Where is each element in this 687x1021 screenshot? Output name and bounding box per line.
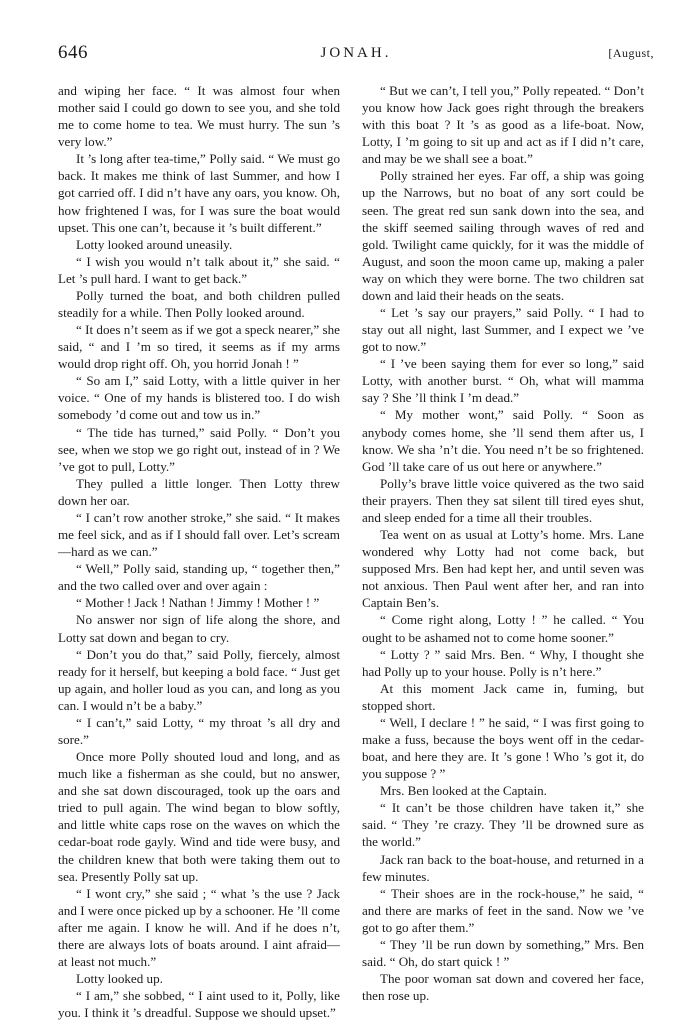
paragraph: It ’s long after tea-time,” Polly said. “ We must go back. It makes me think of last Summer, and how I got carried off. I did n’t have any oars, you know. Oh, how frightened I was, for I was sure the boat would upset. This one can’t, because it ’s built different.” xyxy=(58,151,340,235)
paragraph: Once more Polly shouted loud and long, and as much like a fisherman as she could, but no answer, and she sat down discouraged, took up the oars and tried to pull again. The wind began to blow softly, and little white caps rose on the waves on which the cedar-boat rode gayly. Wind and tide were busy, and the children knew that both were taking them out to sea. Presently Polly sat up. xyxy=(58,749,340,884)
paragraph: “ The tide has turned,” said Polly. “ Don’t you see, when we stop we go right out, instead of in ? We ’ve got to pull, Lotty.” xyxy=(58,424,340,474)
paragraph: “ Well,” Polly said, standing up, “ together then,” and the two called over and over again : xyxy=(58,561,340,594)
paragraph: “ But we can’t, I tell you,” Polly repeated. “ Don’t you know how Jack goes right through the breakers with this boat ? It ’s as good as a life-boat. Now, Lotty, I ’m going to sit up and act as if I did n’t care, and may be we shall see a boat.” xyxy=(362,83,644,167)
paragraph: “ I ’ve been saying them for ever so long,” said Lotty, with another burst. “ Oh, what will mamma say ? She ’ll think I ’m dead.” xyxy=(362,356,644,406)
paragraph: Polly turned the boat, and both children pulled steadily for a while. Then Polly looked around. xyxy=(58,287,340,321)
paragraph: “ I can’t row another stroke,” she said. “ It makes me feel sick, and as if I should fall over. Let’s scream—hard as we can.” xyxy=(58,509,340,560)
running-header xyxy=(58,42,654,66)
paragraph: “ It can’t be those children have taken it,” she said. “ They ’re crazy. They ’ll be drowned sure as the world.” xyxy=(362,800,644,850)
paragraph: Polly strained her eyes. Far off, a ship was going up the Narrows, but no boat of any sort could be seen. The great red sun sank down into the sea, and the skiff seemed sailing through waves of red and gold. Twilight came quickly, for it was the middle of August, and soon the moon came up, making a paler way on which they were borne. The two children sat down and laid their heads on the seats. xyxy=(362,168,644,303)
running-title: JONAH. xyxy=(320,45,392,61)
paragraph: “ My mother wont,” said Polly. “ Soon as anybody comes home, she ’ll send them after us, I know. We sha ’n’t die. You need n’t be so frightened. God ’ll take care of us out here or anywhere.” xyxy=(362,407,644,474)
paragraph: “ I wish you would n’t talk about it,” she said. “ Let ’s pull hard. I want to get back.” xyxy=(58,253,340,286)
paragraph: Mrs. Ben looked at the Captain. xyxy=(380,783,547,799)
paragraph: “ Don’t you do that,” said Polly, fiercely, almost ready for it herself, but keeping a bold face. “ Just get up again, and holler loud as you can, and long as you can. I would n’t be a baby.” xyxy=(58,646,340,713)
paragraph: Lotty looked around uneasily. xyxy=(76,236,233,252)
right-column xyxy=(362,82,644,1004)
page-number: 646 xyxy=(58,42,88,63)
paragraph: “ Come right along, Lotty ! ” he called. “ You ought to be ashamed not to come home sooner.” xyxy=(362,612,644,645)
paragraph: Lotty looked up. xyxy=(76,971,163,987)
paragraph: “ Their shoes are in the rock-house,” he said, “ and there are marks of feet in the sand. Now we ’ve got to go after them.” xyxy=(362,885,644,935)
paragraph: “ I wont cry,” she said ; “ what ’s the use ? Jack and I were once picked up by a schooner. He ’ll come after me again. I know he will. And if he does n’t, there are always lots of boats around. I aint afraid—at least not much.” xyxy=(58,885,340,969)
paragraph: No answer nor sign of life along the shore, and Lotty sat down and began to cry. xyxy=(58,612,340,645)
paragraph: “ Mother ! Jack ! Nathan ! Jimmy ! Mother ! ” xyxy=(76,595,320,611)
paragraph: “ Let ’s say our prayers,” said Polly. “ I had to stay out all night, last Summer, and I expect we ’ve got to now.” xyxy=(362,305,644,355)
paragraph: Polly’s brave little voice quivered as the two said their prayers. Then they sat silent till tired eyes shut, and sleep ended for a time all their troubles. xyxy=(362,475,644,525)
paragraph: Jack ran back to the boat-house, and returned in a few minutes. xyxy=(362,851,644,884)
paragraph: At this moment Jack came in, fuming, but stopped short. xyxy=(362,680,644,713)
paragraph: Tea went on as usual at Lotty’s home. Mrs. Lane wondered why Lotty had not come back, but supposed Mrs. Ben had kept her, and until seven was not anxious. Then Paul went after her, and ran into Captain Ben’s. xyxy=(362,527,644,611)
paragraph: They pulled a little longer. Then Lotty threw down her oar. xyxy=(58,475,340,508)
paragraph: “ It does n’t seem as if we got a speck nearer,” she said, “ and I ’m so tired, it seems as if my arms would drop right off. Oh, you horrid Jonah ! ” xyxy=(58,322,340,372)
paragraph: “ I can’t,” said Lotty, “ my throat ’s all dry and sore.” xyxy=(58,714,340,747)
left-column xyxy=(58,82,340,1021)
paragraph: The poor woman sat down and covered her face, then rose up. xyxy=(362,971,644,1004)
paragraph: “ They ’ll be run down by something,” Mrs. Ben said. “ Oh, do start quick ! ” xyxy=(362,936,644,969)
issue-label: [August, xyxy=(608,46,654,60)
paragraph: “ So am I,” said Lotty, with a little quiver in her voice. “ One of my hands is blistered too. I do wish somebody ’d come out and tow us in.” xyxy=(58,373,340,423)
paragraph: and wiping her face. “ It was almost four when mother said I could go down to see you, and she told me to come home to tea. We must hurry. The sun ’s very low.” xyxy=(58,83,340,150)
paragraph: “ Lotty ? ” said Mrs. Ben. “ Why, I thought she had Polly up to your house. Polly is n’t here.” xyxy=(362,646,644,679)
paragraph: “ Well, I declare ! ” he said, “ I was first going to make a fuss, because the boys went off in the cedar-boat, and here they are. It ’s gone ! Who ’s got it, do you suppose ? ” xyxy=(362,714,644,782)
paragraph: “ I am,” she sobbed, “ I aint used to it, Polly, like you. I think it ’s dreadful. Suppose we should upset.” xyxy=(58,988,340,1021)
